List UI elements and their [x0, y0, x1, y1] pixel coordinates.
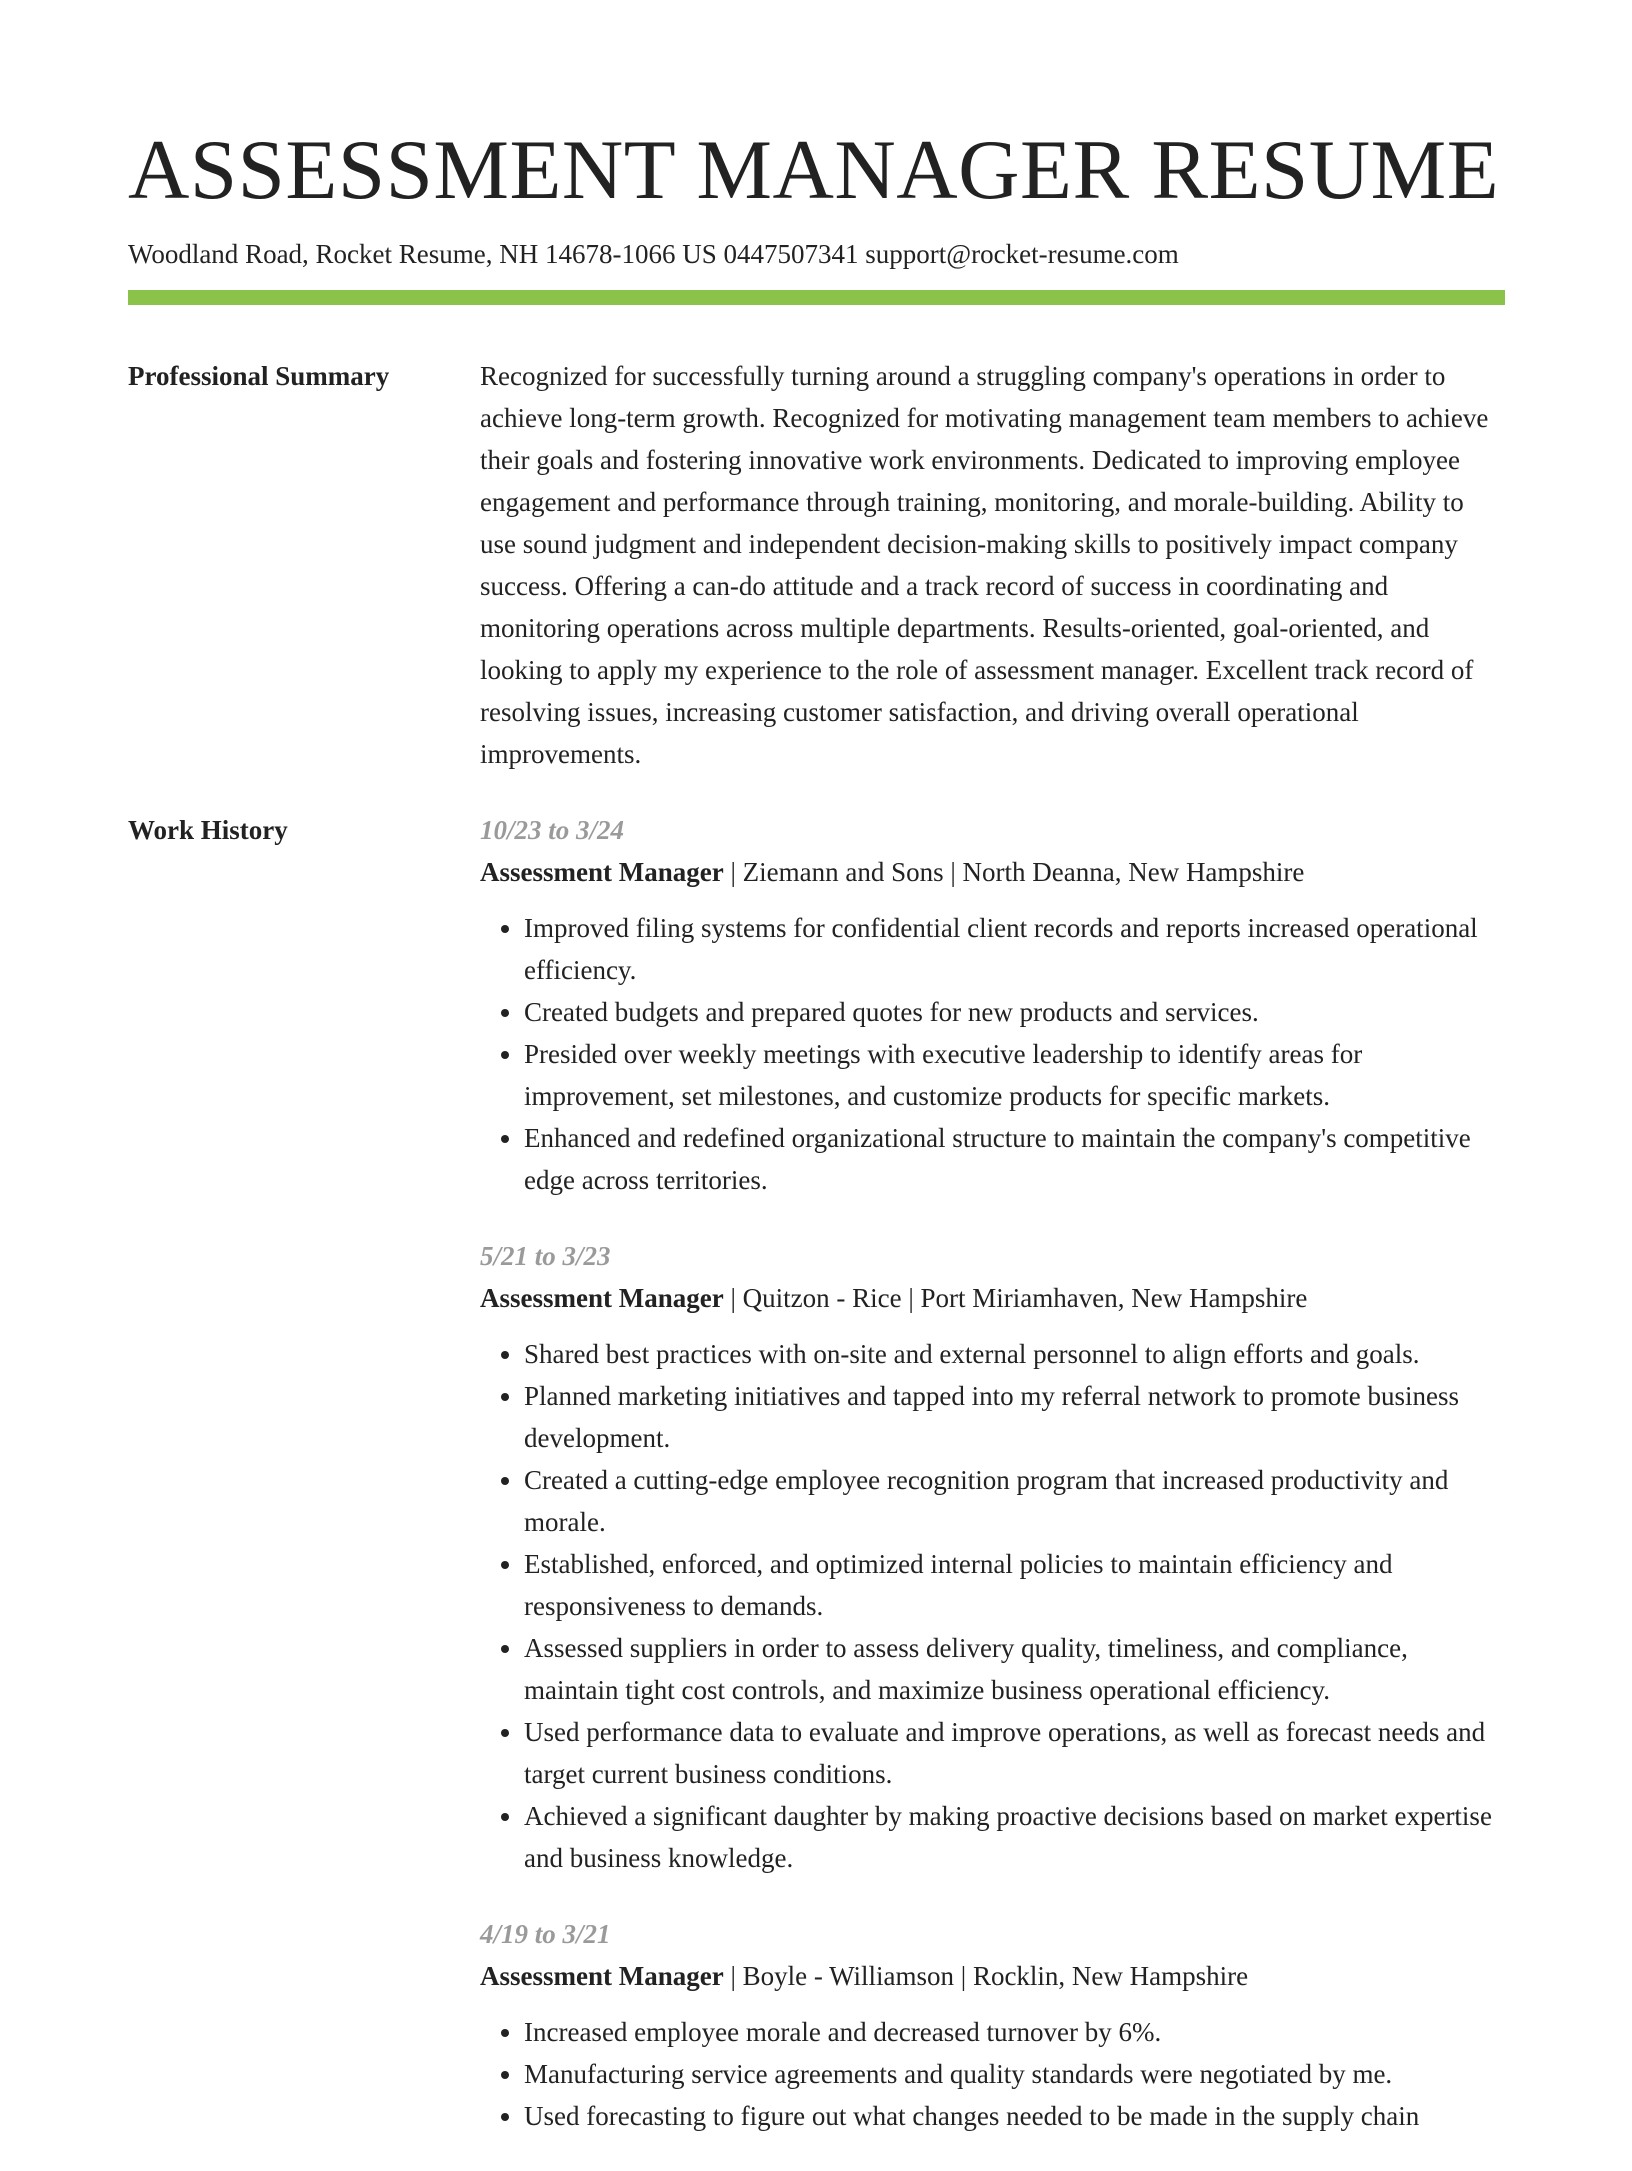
- job-bullet-list: [480, 907, 1505, 1201]
- job-location: Rocklin, New Hampshire: [972, 1961, 1249, 1991]
- job-dates: 5/21 to 3/23: [480, 1241, 611, 1271]
- job-entry: [480, 809, 1505, 1201]
- job-bullet: • Enhanced and redefined organizational structure to maintain the company's competitive edge across territories.: [524, 1117, 1505, 1201]
- job-bullet: • Created a cutting-edge employee recognition program that increased productivity and morale.: [524, 1459, 1505, 1543]
- job-entry: [480, 1913, 1505, 2137]
- job-company: Ziemann and Sons: [742, 857, 944, 887]
- resume-page: [128, 0, 1505, 2171]
- job-dates: 10/23 to 3/24: [480, 815, 625, 845]
- job-separator: |: [723, 1961, 743, 1991]
- job-bullet: • Planned marketing initiatives and tapped into my referral network to promote business development.: [524, 1375, 1505, 1459]
- job-bullet: • Established, enforced, and optimized internal policies to maintain efficiency and responsiveness to demands.: [524, 1543, 1505, 1627]
- job-dates: 4/19 to 3/21: [480, 1919, 611, 1949]
- job-company: Boyle - Williamson: [742, 1961, 955, 1991]
- job-heading: [480, 851, 1505, 893]
- job-bullet: • Assessed suppliers in order to assess delivery quality, timeliness, and compliance, maintain tight cost controls, and maximize business operational efficiency.: [524, 1627, 1505, 1711]
- summary-body: [480, 355, 1505, 775]
- section-label-work-history: Work History: [128, 815, 288, 845]
- work-history-body: [480, 809, 1505, 2171]
- job-location: Port Miriamhaven, New Hampshire: [920, 1283, 1308, 1313]
- job-bullet: • Created budgets and prepared quotes for new products and services.: [524, 991, 1505, 1033]
- job-bullet: • Manufacturing service agreements and quality standards were negotiated by me.: [524, 2053, 1505, 2095]
- job-separator: |: [723, 857, 743, 887]
- job-bullet: • Used performance data to evaluate and improve operations, as well as forecast needs and target current business conditions.: [524, 1711, 1505, 1795]
- job-bullet-list: [480, 2011, 1505, 2137]
- job-bullet: • Shared best practices with on-site and external personnel to align efforts and goals.: [524, 1333, 1505, 1375]
- job-location: North Deanna, New Hampshire: [962, 857, 1305, 887]
- job-separator: |: [901, 1283, 921, 1313]
- job-bullet: • Used forecasting to figure out what changes needed to be made in the supply chain: [524, 2095, 1505, 2137]
- job-entry: [480, 1235, 1505, 1879]
- job-company: Quitzon - Rice: [742, 1283, 902, 1313]
- job-separator: |: [943, 857, 963, 887]
- job-heading: [480, 1955, 1505, 1997]
- contact-line: Woodland Road, Rocket Resume, NH 14678-1066 US 0447507341 support@rocket-resume.com: [128, 239, 1179, 269]
- job-title: Assessment Manager: [480, 1283, 724, 1313]
- job-heading: [480, 1277, 1505, 1319]
- job-bullet: • Improved filing systems for confidential client records and reports increased operational efficiency.: [524, 907, 1505, 991]
- job-separator: |: [723, 1283, 743, 1313]
- job-title: Assessment Manager: [480, 1961, 724, 1991]
- professional-summary-section: [128, 355, 1505, 775]
- job-title: Assessment Manager: [480, 857, 724, 887]
- header-divider: [128, 290, 1505, 305]
- section-label-summary: Professional Summary: [128, 361, 390, 391]
- job-bullet: • Achieved a significant daughter by making proactive decisions based on market expertise and business knowledge.: [524, 1795, 1505, 1879]
- job-bullet: • Presided over weekly meetings with executive leadership to identify areas for improvement, set milestones, and customize products for specific markets.: [524, 1033, 1505, 1117]
- summary-text: Recognized for successfully turning around a struggling company's operations in order to achieve long-term growth. Recognized for motivating management team members to achieve their goals and fostering innovative work environments. Dedicated to improving employee engagement and performance through training, monitoring, and morale-building. Ability to use sound judgment and independent decision-making skills to positively impact company success. Offering a can-do attitude and a track record of success in coordinating and monitoring operations across multiple departments. Results-oriented, goal-oriented, and looking to apply my experience to the role of assessment manager. Excellent track record of resolving issues, increasing customer satisfaction, and driving overall operational improvements.: [480, 361, 1489, 769]
- job-bullet: • Increased employee morale and decreased turnover by 6%.: [524, 2011, 1505, 2053]
- job-bullet-list: [480, 1333, 1505, 1879]
- job-separator: |: [954, 1961, 973, 1991]
- work-history-section: [128, 809, 1505, 2171]
- resume-title: ASSESSMENT MANAGER RESUME: [128, 123, 1500, 217]
